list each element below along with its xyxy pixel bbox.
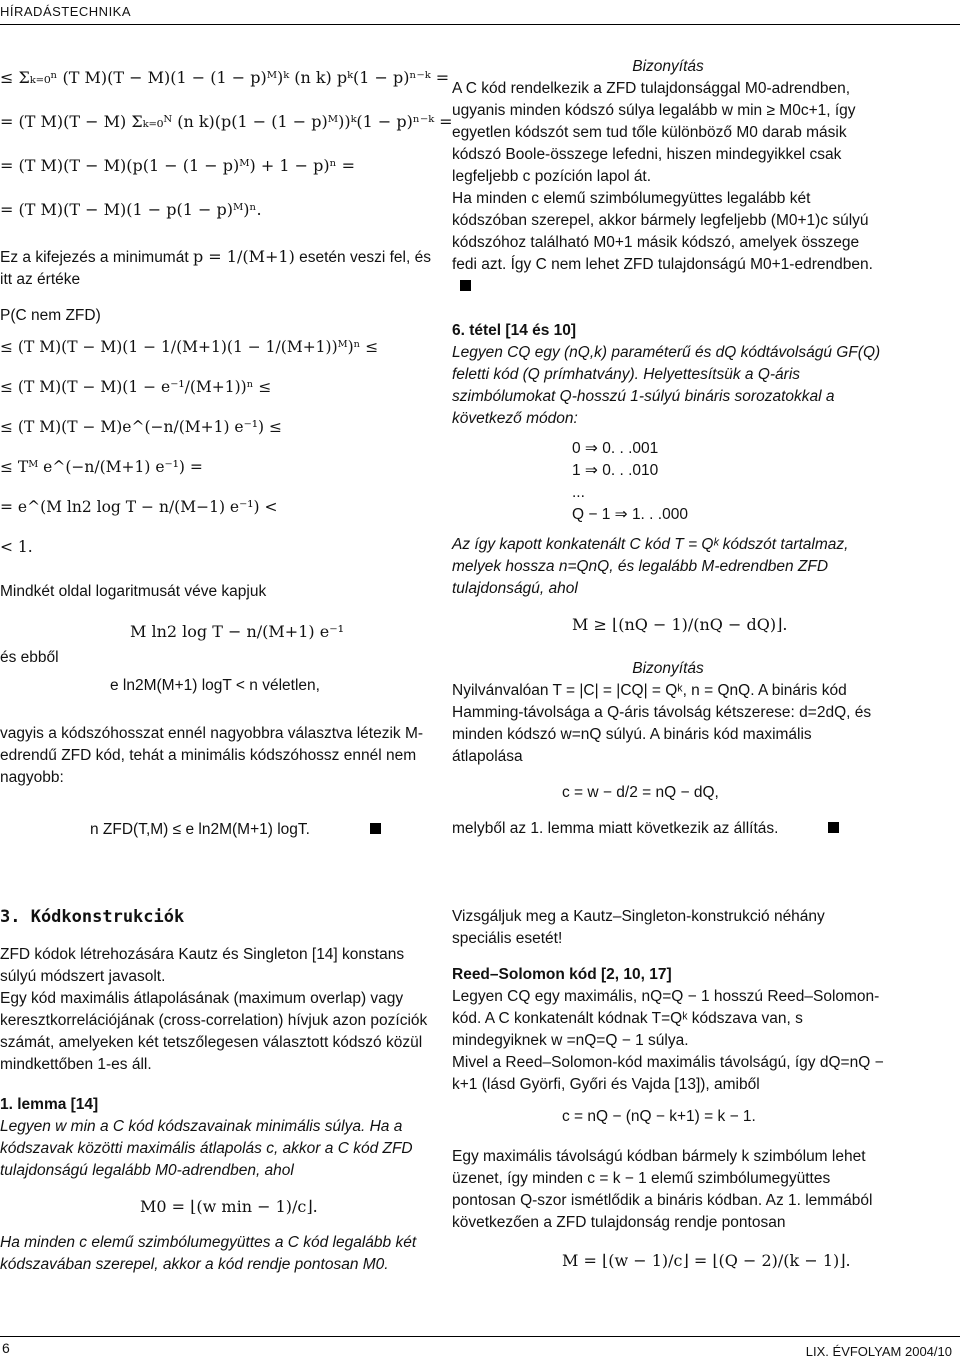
left-bottom-column [0, 906, 436, 1276]
lemma-text: Legyen w min a C kód kódszavainak minimális súlya. Ha a kódszavak közötti maximális átlapolás c, akkor a C kód ZFD tulajdonságú legalább M0-adrendben, ahol [0, 1118, 413, 1179]
mapping-line: ... [572, 484, 585, 501]
page-header [0, 0, 960, 30]
qed-icon [370, 823, 381, 834]
M-bound-formula: M ≥ ⌊(nQ − 1)/(nQ − dQ)⌋. [572, 615, 788, 634]
theorem-text: Legyen CQ egy (nQ,k) paraméterű és dQ kódtávolságú GF(Q) feletti kód (Q prímhatvány). Helyettesítsük a Q-áris szimbólumokat Q-hosszú 1-súlyú bináris sorozatokkal a következő módon: [452, 344, 881, 427]
theorem-title: 6. tétel [14 és 10] [452, 322, 577, 339]
inequality-line: ≤ (T M)(T − M)e^(−n/(M+1) e⁻¹) ≤ [0, 418, 282, 436]
M-final-formula: M = ⌊(w − 1)/c⌋ = ⌊(Q − 2)/(k − 1)⌋. [562, 1251, 851, 1270]
right-bottom-column [452, 906, 884, 1272]
left-top-column [0, 56, 453, 841]
proof-paragraph-2 [452, 188, 884, 298]
volume-label: LIX. ÉVFOLYAM 2004/10 [805, 1344, 952, 1359]
es-ebbol: és ebből [0, 649, 59, 666]
proof2-paragraph: Nyilvánvalóan T = |C| = |CQ| = Qᵏ, n = QnQ. A bináris kód Hamming-távolsága a Q-áris távolság kétszerese: d=2dQ, és minden kódszó w=nQ súlyú. A bináris kód maximális átlapolása [452, 682, 872, 765]
reed-solomon-title: Reed–Solomon kód [2, 10, 17] [452, 966, 672, 983]
inequality-line: ≤ Tᴹ e^(−n/(M+1) e⁻¹) = [0, 458, 203, 476]
section-paragraph-2: Egy kód maximális átlapolásának (maximum overlap) vagy keresztkorrelációjának (cross-correlation) hívjuk azon pozíciók számát, amelyeken két tetszőlegesen választott kódszó közül mindkettőben 1-es áll. [0, 990, 428, 1073]
overlap-formula: c = w − d/2 = nQ − dQ, [562, 784, 719, 801]
proof2-title: Bizonyítás [632, 660, 704, 677]
inequality-line: ≤ (T M)(T − M)(1 − 1/(M+1)(1 − 1/(M+1))ᴹ)ⁿ ≤ [0, 338, 379, 356]
final-paragraph: Egy maximális távolságú kódban bármely k szimbólum lehet üzenet, így minden c = k − 1 elemű szimbólumegyüttes pontosan Q-szor ismétlődik a bináris kódban. Az 1. lemmából következően a ZFD tulajdonság rendje pontosan [452, 1148, 873, 1231]
nzfd-formula [90, 819, 440, 841]
M0-formula: M0 = ⌊(w min − 1)/c⌋. [140, 1197, 318, 1216]
probability-bound [0, 327, 440, 567]
intro-paragraph: Vizsgáljuk meg a Kautz–Singleton-konstrukció néhány speciális esetét! [452, 908, 825, 947]
proof-paragraph-1: A C kód rendelkezik a ZFD tulajdonsággal M0-adrendben, ugyanis minden kódszó súlya legalább w min ≥ M0c+1, így egyetlen kódszót sem tud tőle különböző M0 darab másik kódszó Boole-összege lefedni, hiszen mindegyikkel csak legfeljebb c pozíción lapol át. [452, 80, 856, 185]
section-paragraph-1: ZFD kódok létrehozására Kautz és Singleton [14] konstans súlyú módszert javasolt. [0, 946, 405, 985]
mapping-line: Q − 1 ⇒ 1. . .000 [572, 506, 688, 523]
equation-line: = (T M)(T − M) Σₖ₌₀ᴺ (n k)(p(1 − (1 − p)ᴹ))ᵏ(1 − p)ⁿ⁻ᵏ = [0, 112, 453, 131]
right-top-column [452, 56, 884, 840]
vagyis-paragraph: vagyis a kódszóhosszat ennél nagyobbra választva létezik M-edrendű ZFD kód, tehát a minimális kódszóhossz ennél nem nagyobb: [0, 725, 424, 786]
proof-title: Bizonyítás [632, 58, 704, 75]
minimum-formula: p = 1/(M+1) [192, 247, 295, 266]
lemma-title: 1. lemma [14] [0, 1096, 99, 1113]
qed-icon [828, 822, 839, 833]
qed-icon [460, 280, 471, 291]
page-number: 6 [2, 1340, 10, 1356]
equation-line: = (T M)(T − M)(p(1 − (1 − p)ᴹ) + 1 − p)ⁿ = [0, 156, 355, 175]
inequality-line: = e^(M ln2 log T − n/(M−1) e⁻¹) < [0, 498, 278, 516]
journal-title: HÍRADÁSTECHNIKA [0, 4, 132, 19]
equation-line: ≤ Σₖ₌₀ⁿ (T M)(T − M)(1 − (1 − p)ᴹ)ᵏ (n k) pᵏ(1 − p)ⁿ⁻ᵏ = [0, 68, 450, 87]
footer-rule [0, 1336, 960, 1337]
symbol-mapping [572, 438, 884, 526]
page-footer [0, 1326, 960, 1364]
inequality-line: < 1. [0, 538, 33, 556]
proof2-conclusion [452, 818, 884, 840]
equation-line: = (T M)(T − M)(1 − p(1 − p)ᴹ)ⁿ. [0, 200, 262, 219]
ebbol-formula: e ln2M(M+1) logT < n véletlen, [110, 677, 320, 694]
probability-label: P(C nem ZFD) [0, 307, 101, 324]
mapping-line: 0 ⇒ 0. . .001 [572, 440, 659, 457]
minimum-text-1: Ez a kifejezés a minimumát [0, 249, 189, 266]
proof2-end-text: melyből az 1. lemma miatt következik az állítás. [452, 820, 779, 837]
section-title: 3. Kódkonstrukciók [0, 907, 185, 927]
c-formula-2: c = nQ − (nQ − k+1) = k − 1. [562, 1108, 756, 1125]
minimum-paragraph [0, 246, 440, 291]
minimum-text-2: esetén veszi fel, és itt az értéke [0, 249, 431, 288]
inequality-line: ≤ (T M)(T − M)(1 − e⁻¹/(M+1))ⁿ ≤ [0, 378, 272, 396]
header-rule [0, 24, 960, 25]
log-text: Mindkét oldal logaritmusát véve kapjuk [0, 583, 267, 600]
log-formula: M ln2 log T − n/(M+1) e⁻¹ [130, 622, 345, 641]
reed-solomon-text: Legyen CQ egy maximális, nQ=Q − 1 hosszú Reed–Solomon-kód. A C konkatenált kódnak T=Qᵏ kódszava van, s mindegyiknek w =nQ=Q − 1 súlya. [452, 988, 880, 1049]
proof-text-2: Ha minden c elemű szimbólumegyüttes legalább két kódszóban szerepel, akkor bármely legfeljebb (M0+1)c súlyú kódszóhoz található M0+1 másik kódszó, amelyek összege fedi azt. Így C nem lehet ZFD tulajdonságú M0+1-edrendben. [452, 190, 873, 273]
lemma-end-text: Ha minden c elemű szimbólumegyüttes a C kód legalább két kódszavában szerepel, akkor a kód rendje pontosan M0. [0, 1234, 417, 1273]
reed-solomon-text-2: Mivel a Reed–Solomon-kód maximális távolságú, így dQ=nQ − k+1 (lásd Györfi, Győri és Vajda [13]), amiből [452, 1054, 884, 1093]
sum-derivation [0, 56, 453, 232]
concatenated-code-text: Az így kapott konkatenált C kód T = Qᵏ kódszót tartalmaz, melyek hossza n=QnQ, és legalább M-edrendben ZFD tulajdonságú, ahol [452, 536, 849, 597]
nzfd-text: n ZFD(T,M) ≤ e ln2M(M+1) logT. [90, 821, 310, 838]
mapping-line: 1 ⇒ 0. . .010 [572, 462, 659, 479]
